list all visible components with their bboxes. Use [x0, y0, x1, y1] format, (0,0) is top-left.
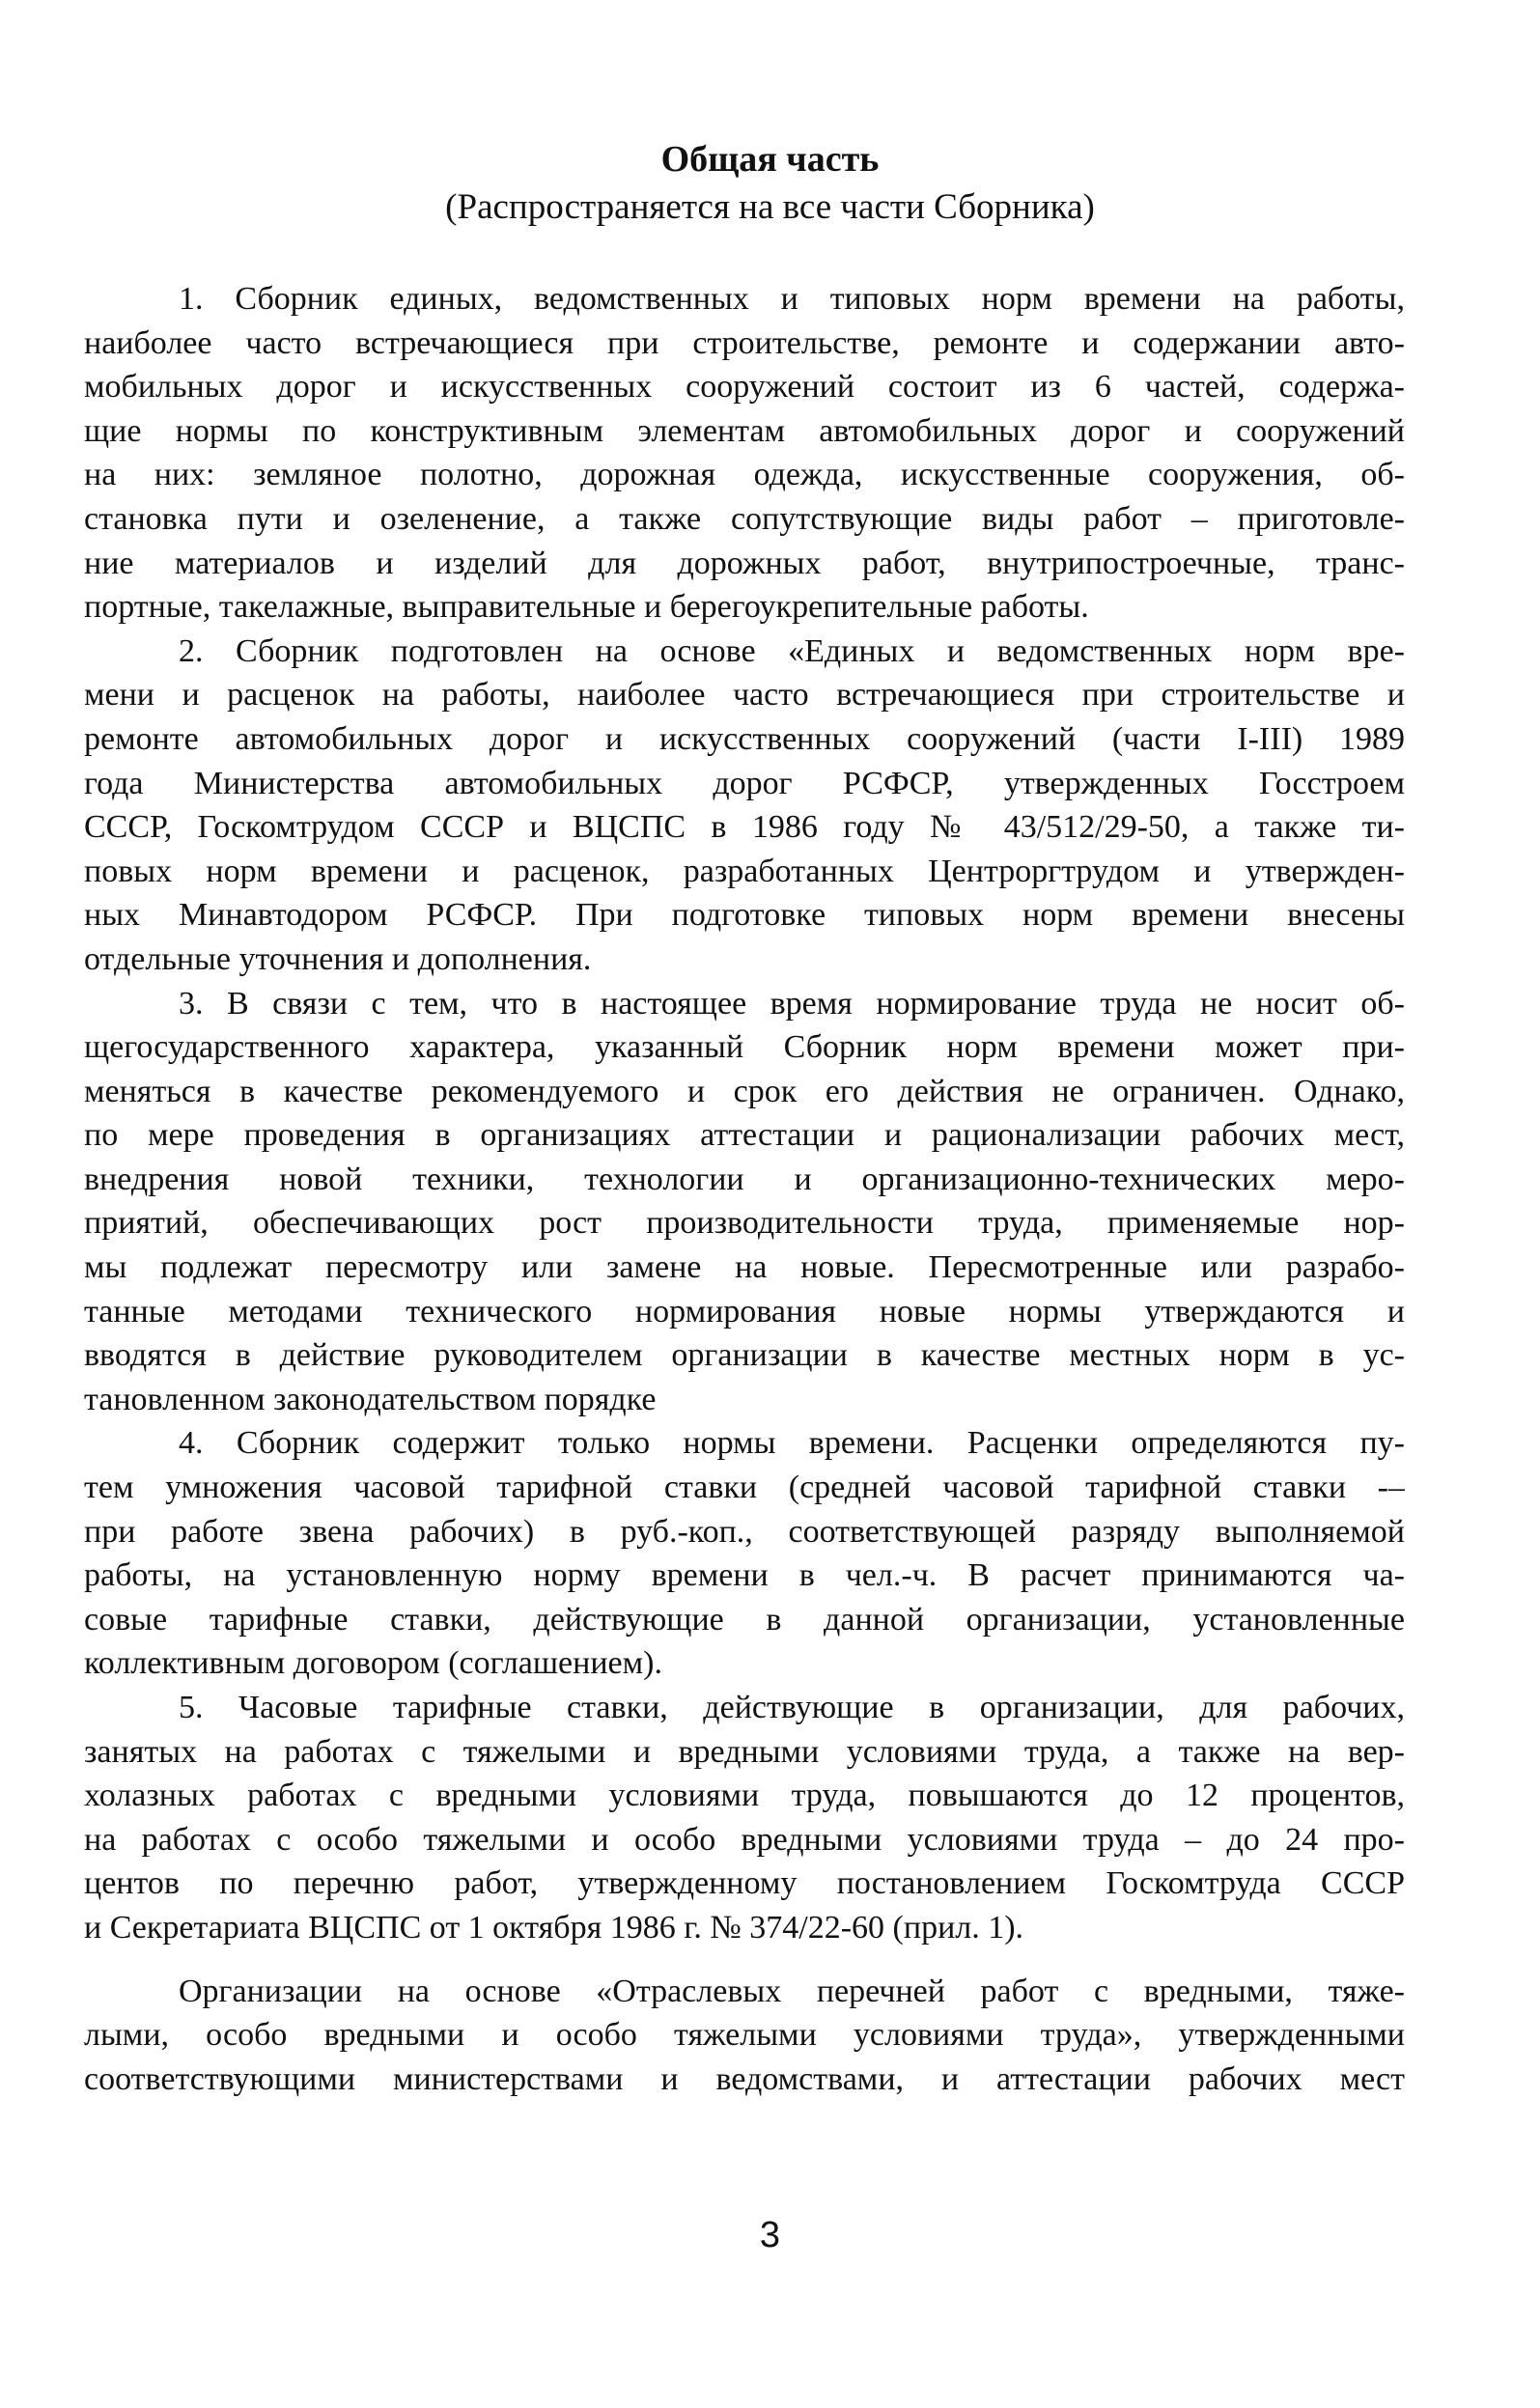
- text-line: по мере проведения в организациях аттестации и рационализации рабочих мест,: [84, 1117, 1405, 1154]
- text-line: Организации на основе «Отраслевых перечней работ с вредными, тяже-: [179, 1973, 1405, 2009]
- text-line: и Секретариата ВЦСПС от 1 октября 1986 г. № 374/22-60 (прил. 1).: [84, 1909, 1024, 1946]
- page-subtitle: (Распространяется на все части Сборника): [445, 187, 1095, 227]
- paragraph-2: [84, 630, 1405, 982]
- text-line: вводятся в действие руководителем организации в качестве местных норм в ус-: [84, 1337, 1405, 1374]
- text-line: ремонте автомобильных дорог и искусственных сооружений (части I-III) 1989: [84, 720, 1405, 757]
- text-line: мобильных дорог и искусственных сооружений состоит из 6 частей, содержа-: [84, 369, 1405, 406]
- text-line: танные методами технического нормирования новые нормы утверждаются и: [84, 1293, 1405, 1330]
- paragraph-6: [84, 1970, 1405, 2102]
- text-line: на работах с особо тяжелыми и особо вредными условиями труда – до 24 про-: [84, 1821, 1405, 1858]
- text-line: ных Минавтодором РСФСР. При подготовке типовых норм времени внесены: [84, 897, 1405, 934]
- text-line: тановленном законодательством порядке: [84, 1381, 657, 1417]
- text-line: портные, такелажные, выправительные и берегоукрепительные работы.: [84, 589, 1089, 626]
- text-line: года Министерства автомобильных дорог РСФСР, утвержденных Госстроем: [84, 765, 1405, 801]
- paragraph-1: [84, 277, 1405, 630]
- page-title: Общая часть: [660, 139, 880, 180]
- text-line: наиболее часто встречающиеся при строительстве, ремонте и содержании авто-: [84, 324, 1405, 361]
- text-line: на них: земляное полотно, дорожная одежда, искусственные сооружения, об-: [84, 457, 1405, 493]
- text-line: работы, на установленную норму времени в чел.-ч. В расчет принимаются ча-: [84, 1557, 1405, 1594]
- text-line: щие нормы по конструктивным элементам автомобильных дорог и сооружений: [84, 412, 1405, 449]
- text-line: 1. Сборник единых, ведомственных и типовых норм времени на работы,: [179, 281, 1405, 317]
- text-line: 3. В связи с тем, что в настоящее время нормирование труда не носит об-: [179, 985, 1405, 1022]
- text-line: отдельные уточнения и дополнения.: [84, 940, 592, 977]
- text-line: тем умножения часовой тарифной ставки (средней часовой тарифной ставки -–: [84, 1470, 1405, 1506]
- text-line: коллективным договором (соглашением).: [84, 1645, 662, 1682]
- text-line: 5. Часовые тарифные ставки, действующие в организации, для рабочих,: [179, 1690, 1405, 1725]
- text-line: мы подлежат пересмотру или замене на новые. Пересмотренные или разрабо-: [84, 1249, 1405, 1286]
- text-line: ние материалов и изделий для дорожных работ, внутрипостроечные, транс-: [84, 545, 1405, 581]
- text-line: 4. Сборник содержит только нормы времени. Расценки определяются пу-: [179, 1425, 1405, 1462]
- text-line: меняться в качестве рекомендуемого и срок его действия не ограничен. Однако,: [84, 1073, 1405, 1109]
- text-line: становка пути и озеленение, а также сопутствующие виды работ – приготовле-: [84, 500, 1405, 537]
- paragraph-3: [84, 982, 1405, 1422]
- text-line: 2. Сборник подготовлен на основе «Единых и ведомственных норм вре-: [179, 632, 1405, 669]
- text-line: занятых на работах с тяжелыми и вредными условиями труда, а также на вер-: [84, 1733, 1405, 1770]
- text-line: лыми, особо вредными и особо тяжелыми условиями труда», утвержденными: [84, 2017, 1405, 2054]
- text-line: приятий, обеспечивающих рост производительности труда, применяемые нор-: [84, 1205, 1405, 1242]
- text-line: центов по перечню работ, утвержденному постановлением Госкомтруда СССР: [84, 1865, 1405, 1902]
- text-line: СССР, Госкомтрудом СССР и ВЦСПС в 1986 году № 43/512/29-50, а также ти-: [84, 809, 1405, 846]
- paragraph-5: [84, 1686, 1405, 1950]
- text-line: совые тарифные ставки, действующие в данной организации, установленные: [84, 1601, 1405, 1638]
- page-number: 3: [759, 2215, 781, 2255]
- text-line: при работе звена рабочих) в руб.-коп., соответствующей разряду выполняемой: [84, 1513, 1405, 1550]
- text-line: щегосударственного характера, указанный Сборник норм времени может при-: [84, 1029, 1405, 1066]
- text-line: внедрения новой техники, технологии и организационно-технических меро-: [84, 1161, 1405, 1197]
- text-line: мени и расценок на работы, наиболее часто встречающиеся при строительстве и: [84, 677, 1405, 714]
- paragraph-list: [84, 277, 1405, 2101]
- body-text: [84, 277, 1405, 2101]
- text-line: холазных работах с вредными условиями труда, повышаются до 12 процентов,: [84, 1778, 1405, 1814]
- text-line: соответствующими министерствами и ведомствами, и аттестации рабочих мест: [84, 2060, 1405, 2097]
- paragraph-gap: [84, 1950, 1405, 1970]
- paragraph-4: [84, 1421, 1405, 1686]
- text-line: повых норм времени и расценок, разработанных Центроргтрудом и утвержден-: [84, 853, 1405, 889]
